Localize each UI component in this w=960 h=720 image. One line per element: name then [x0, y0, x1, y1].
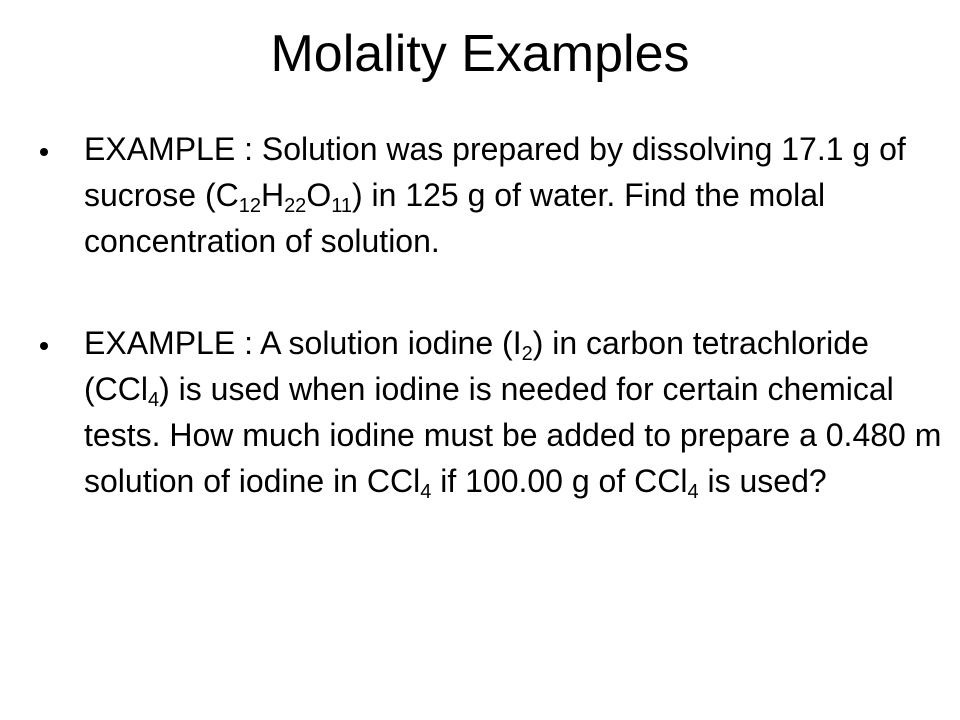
bullet-text: ) is used when iodine is needed for certain chemical tests. How much iodine must be added to prepare a 0.480 m solution of iodine in CCl: [84, 371, 942, 499]
bullet-text: H: [260, 177, 285, 213]
subscript: 22: [284, 195, 307, 217]
subscript: 4: [420, 481, 432, 503]
bullet-text: EXAMPLE : Solution was prepared by dissolving 17.1 g of sucrose (C: [84, 131, 906, 213]
bullet-item-iodine: [40, 320, 950, 504]
bullet-text: O: [306, 177, 332, 213]
subscript: 4: [147, 389, 160, 411]
bullet-dot-icon: [40, 342, 48, 350]
subscript: 2: [521, 343, 533, 365]
bullet-dot-icon: [40, 148, 48, 156]
bullet-text: if 100.00 g of CCl: [431, 463, 688, 499]
slide-title: Molality Examples: [270, 25, 690, 83]
bullet-list: [40, 126, 950, 504]
bullet-text: ) in carbon tetrachloride (CCl: [84, 325, 869, 407]
bullet-text: ) in 125 g of water. Find the molal concentration of solution.: [84, 177, 826, 259]
bullet-text: is used?: [698, 463, 827, 499]
subscript: 12: [238, 195, 261, 217]
subscript: 11: [331, 195, 352, 217]
bullet-item-sucrose: [40, 126, 950, 264]
bullet-text: EXAMPLE : A solution iodine (I: [84, 325, 522, 361]
subscript: 4: [687, 481, 699, 503]
